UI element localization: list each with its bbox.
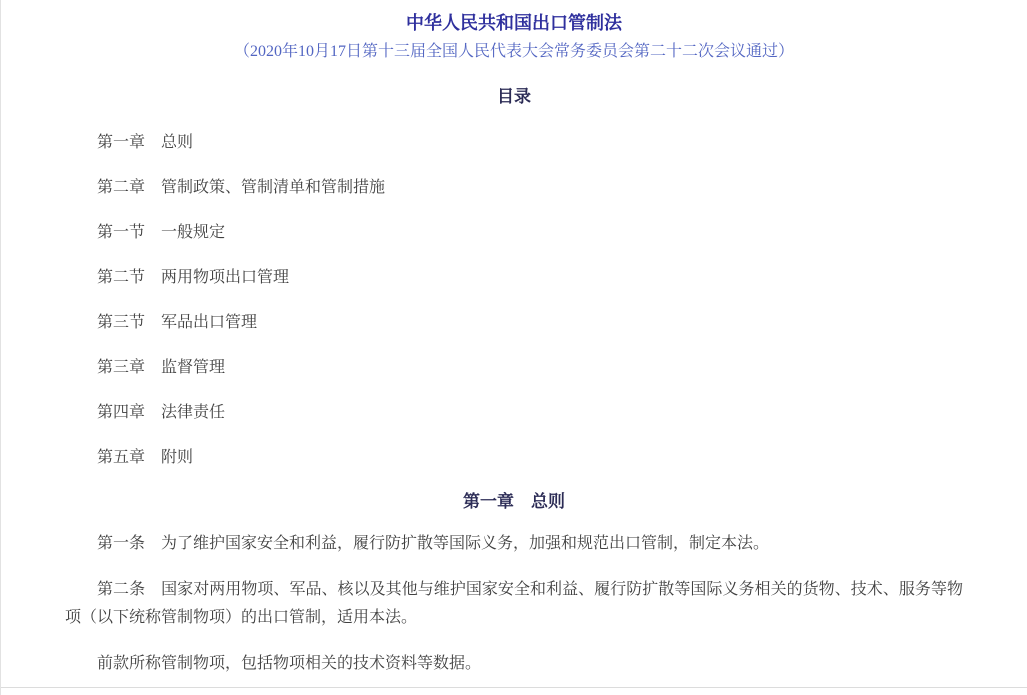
toc-item-chapter-3: 第三章 监督管理 [97, 359, 226, 376]
bottom-divider [1, 687, 1027, 688]
document-content [1, 0, 1027, 678]
toc-heading: 目录 [497, 87, 531, 106]
page-title: 中华人民共和国出口管制法 [406, 13, 622, 33]
toc-item-chapter-2: 第二章 管制政策、管制清单和管制措施 [97, 179, 386, 196]
toc-item-chapter-1: 第一章 总则 [97, 134, 194, 151]
toc-item-section-2: 第二节 两用物项出口管理 [97, 269, 290, 286]
article-1-paragraph: 第一条 为了维护国家安全和利益，履行防扩散等国际义务，加强和规范出口管制，制定本法。 [97, 535, 770, 552]
toc-item-chapter-4: 第四章 法律责任 [97, 404, 226, 421]
toc-item-section-1: 第一节 一般规定 [97, 224, 226, 241]
article-2-subparagraph: 前款所称管制物项，包括物项相关的技术资料等数据。 [97, 655, 482, 672]
toc-item-chapter-5: 第五章 附则 [97, 449, 194, 466]
article-2-paragraph: 第二条 国家对两用物项、军品、核以及其他与维护国家安全和利益、履行防扩散等国际义务相关的货物、技术、服务等物项（以下统称管制物项）的出口管制，适用本法。 [65, 581, 963, 626]
toc-item-section-3: 第三节 军品出口管理 [97, 314, 258, 331]
page-subtitle: （2020年10月17日第十三届全国人民代表大会常务委员会第二十二次会议通过） [233, 43, 794, 60]
chapter-1-heading: 第一章 总则 [463, 492, 565, 511]
